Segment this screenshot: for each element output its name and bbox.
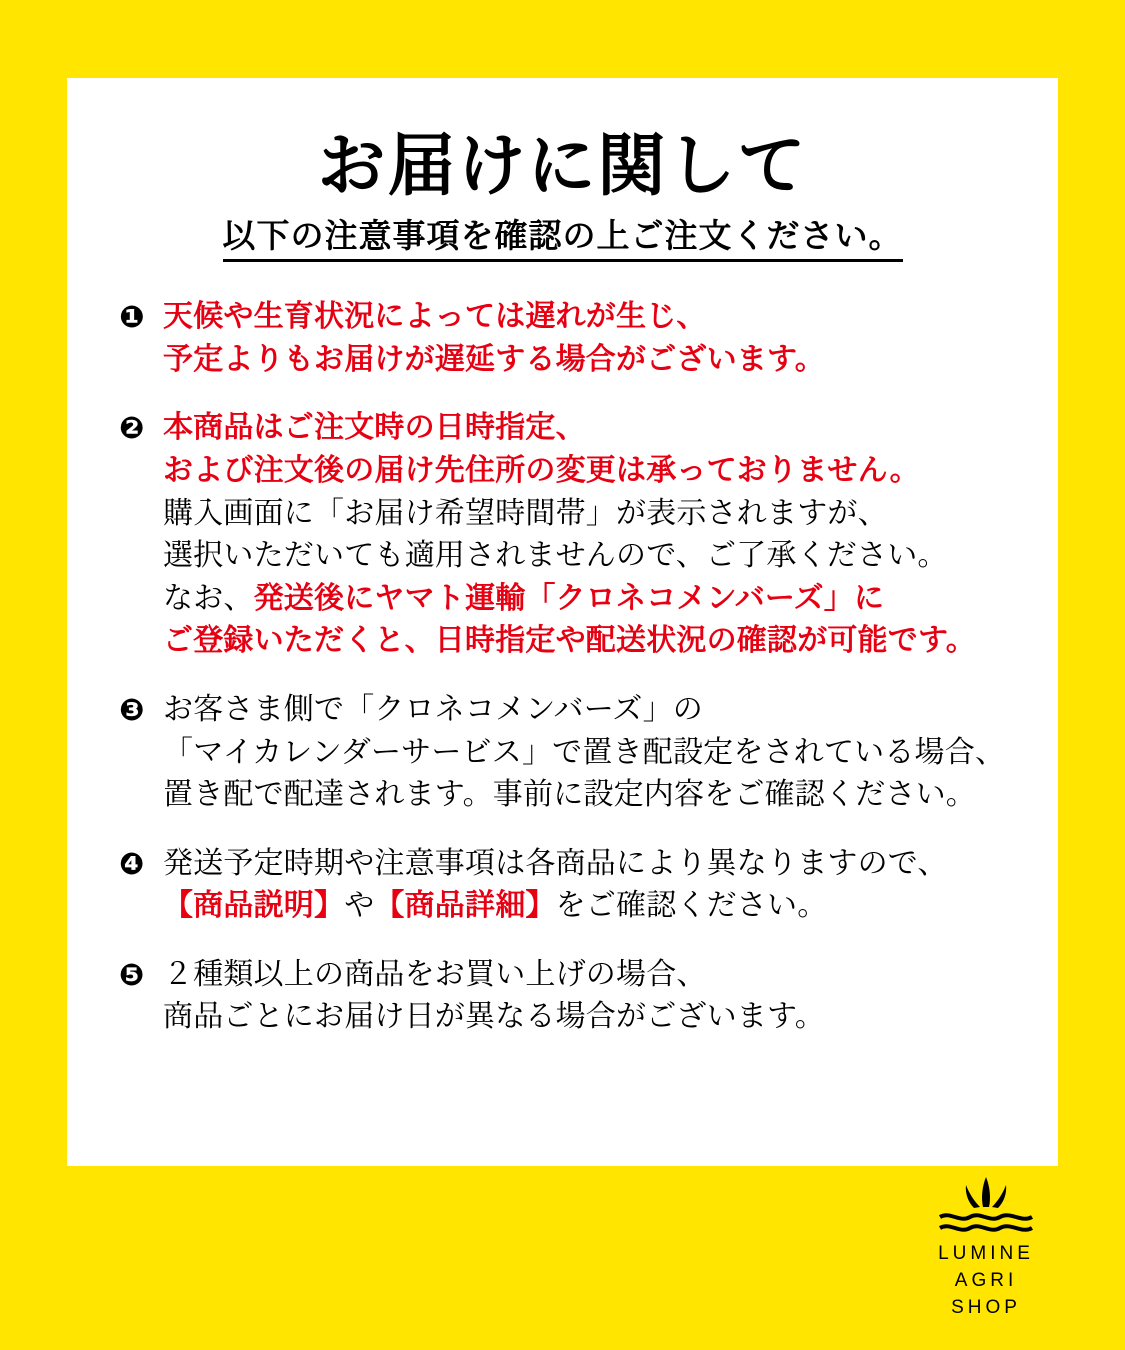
list-item — [119, 843, 1010, 928]
list-item-marker: ❸ — [119, 693, 145, 727]
list-item-body — [163, 407, 1010, 663]
notice-line-prefix: なお、 — [163, 581, 254, 615]
brand-logo — [911, 1171, 1061, 1322]
list-item-body — [163, 689, 1010, 817]
page-subtitle-wrap — [101, 210, 1024, 262]
notice-line: 本商品はご注文時の日時指定、 — [163, 411, 586, 445]
notice-line: 予定よりもお届けが遅延する場合がございます。 — [163, 342, 825, 376]
notice-line-highlight-2: 【商品詳細】 — [374, 889, 556, 923]
notice-list — [101, 296, 1024, 1039]
notice-line: 置き配で配達されます。事前に設定内容をご確認ください。 — [163, 778, 976, 812]
notice-line: 選択いただいても適用されませんので、ご了承ください。 — [163, 539, 948, 573]
list-item-marker: ❶ — [119, 301, 145, 335]
list-item-body — [163, 954, 1010, 1039]
list-item — [119, 954, 1010, 1039]
notice-line: 天候や生育状況によっては遅れが生じ、 — [163, 300, 707, 334]
list-item — [119, 689, 1010, 817]
notice-line-mixed — [163, 578, 1010, 621]
logo-line-1: LUMINE — [938, 1243, 1034, 1265]
notice-line: 「マイカレンダーサービス」で置き配設定をされている場合、 — [163, 735, 1006, 769]
notice-line-highlight: 発送後にヤマト運輸「クロネコメンバーズ」に — [253, 581, 885, 615]
list-item — [119, 407, 1010, 663]
notice-line-plain-1: や — [344, 889, 375, 923]
notice-line: お客さま側で「クロネコメンバーズ」の — [163, 692, 703, 726]
notice-line: ご登録いただくと、日時指定や配送状況の確認が可能です。 — [163, 624, 976, 658]
list-item-body — [163, 843, 1010, 928]
plant-waves-icon — [938, 1171, 1034, 1233]
list-item-body — [163, 296, 1010, 381]
notice-card — [67, 78, 1058, 1166]
logo-line-2: AGRI — [954, 1270, 1018, 1292]
list-item-marker: ❷ — [119, 412, 145, 446]
logo-line-3: SHOP — [951, 1297, 1021, 1319]
page-title: お届けに関して — [317, 128, 808, 204]
notice-line-highlight-1: 【商品説明】 — [163, 889, 345, 923]
notice-line: ２種類以上の商品をお買い上げの場合、 — [163, 957, 707, 991]
list-item — [119, 296, 1010, 381]
notice-line: 商品ごとにお届け日が異なる場合がございます。 — [163, 1000, 825, 1034]
page-subtitle: 以下の注意事項を確認の上ご注文ください。 — [223, 210, 903, 262]
list-item-marker: ❹ — [119, 847, 145, 881]
notice-line: 購入画面に「お届け希望時間帯」が表示されますが、 — [163, 496, 888, 530]
notice-line-plain-2: をご確認ください。 — [555, 889, 828, 923]
notice-line-mixed — [163, 885, 1010, 928]
notice-line: および注文後の届け先住所の変更は承っておりません。 — [163, 453, 920, 487]
list-item-marker: ❺ — [119, 958, 145, 992]
notice-line: 発送予定時期や注意事項は各商品により異なりますので、 — [163, 846, 948, 880]
